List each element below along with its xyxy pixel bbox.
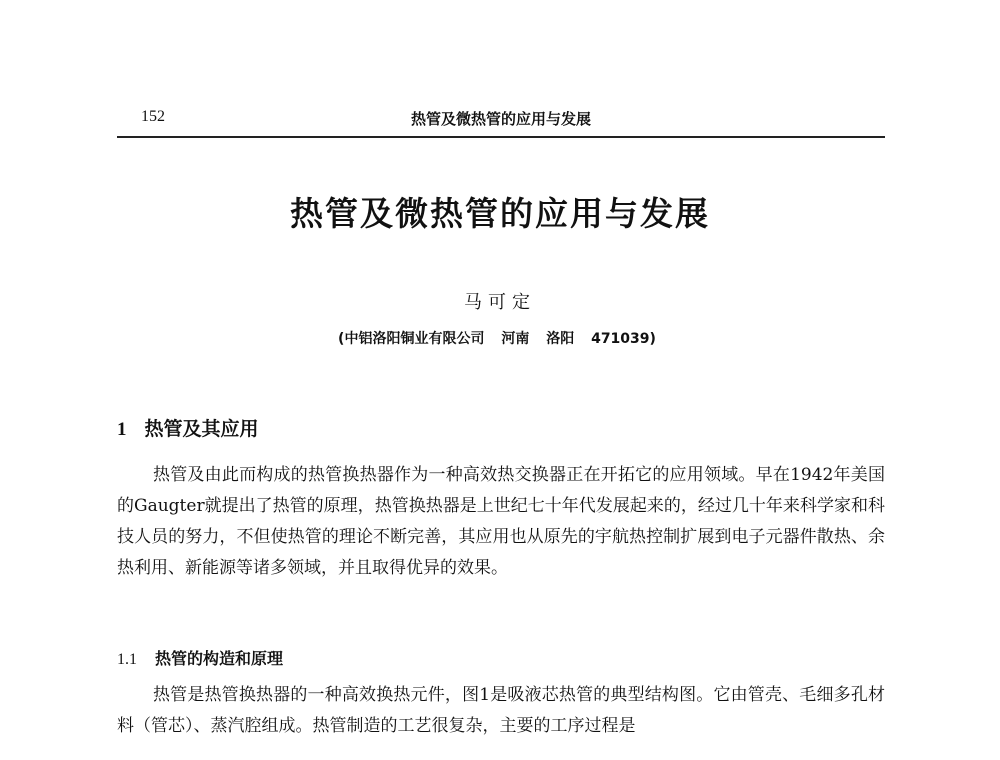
subsection-title: 热管的构造和原理	[155, 649, 284, 668]
subsection-heading	[117, 646, 283, 669]
affiliation-open-paren: (	[338, 331, 345, 347]
affiliation	[0, 328, 1000, 348]
affiliation-city: 洛阳	[546, 331, 575, 347]
article-title: 热管及微热管的应用与发展	[290, 194, 710, 233]
author-name: 马可定	[464, 292, 536, 313]
page-number: 152	[141, 108, 165, 125]
body-paragraph: 热管及由此而构成的热管换热器作为一种高效热交换器正在开拓它的应用领域。早在1942年美国的Gaugter就提出了热管的原理，热管换热器是上世纪七十年代发展起来的，经过几十年来科学家和科技人员的努力，不但使热管的理论不断完善，其应用也从原先的宇航热控制扩展到电子元器件散热、余热利用、新能源等诸多领域，并且取得优异的效果。	[117, 465, 885, 578]
section-heading	[117, 414, 259, 441]
section-title: 热管及其应用	[144, 418, 259, 440]
subsection-number: 1.1	[117, 651, 137, 668]
section-number: 1	[117, 419, 127, 440]
running-head	[117, 106, 885, 138]
running-title: 热管及微热管的应用与发展	[410, 110, 591, 128]
body-paragraph: 热管是热管换热器的一种高效换热元件，图1是吸液芯热管的典型结构图。它由管壳、毛细多孔材料（管芯）、蒸汽腔组成。热管制造的工艺很复杂，主要的工序过程是	[117, 685, 885, 736]
affiliation-province: 河南	[501, 331, 530, 347]
affiliation-organization: 中铝洛阳铜业有限公司	[344, 331, 485, 347]
affiliation-postcode: 471039)	[591, 331, 656, 347]
